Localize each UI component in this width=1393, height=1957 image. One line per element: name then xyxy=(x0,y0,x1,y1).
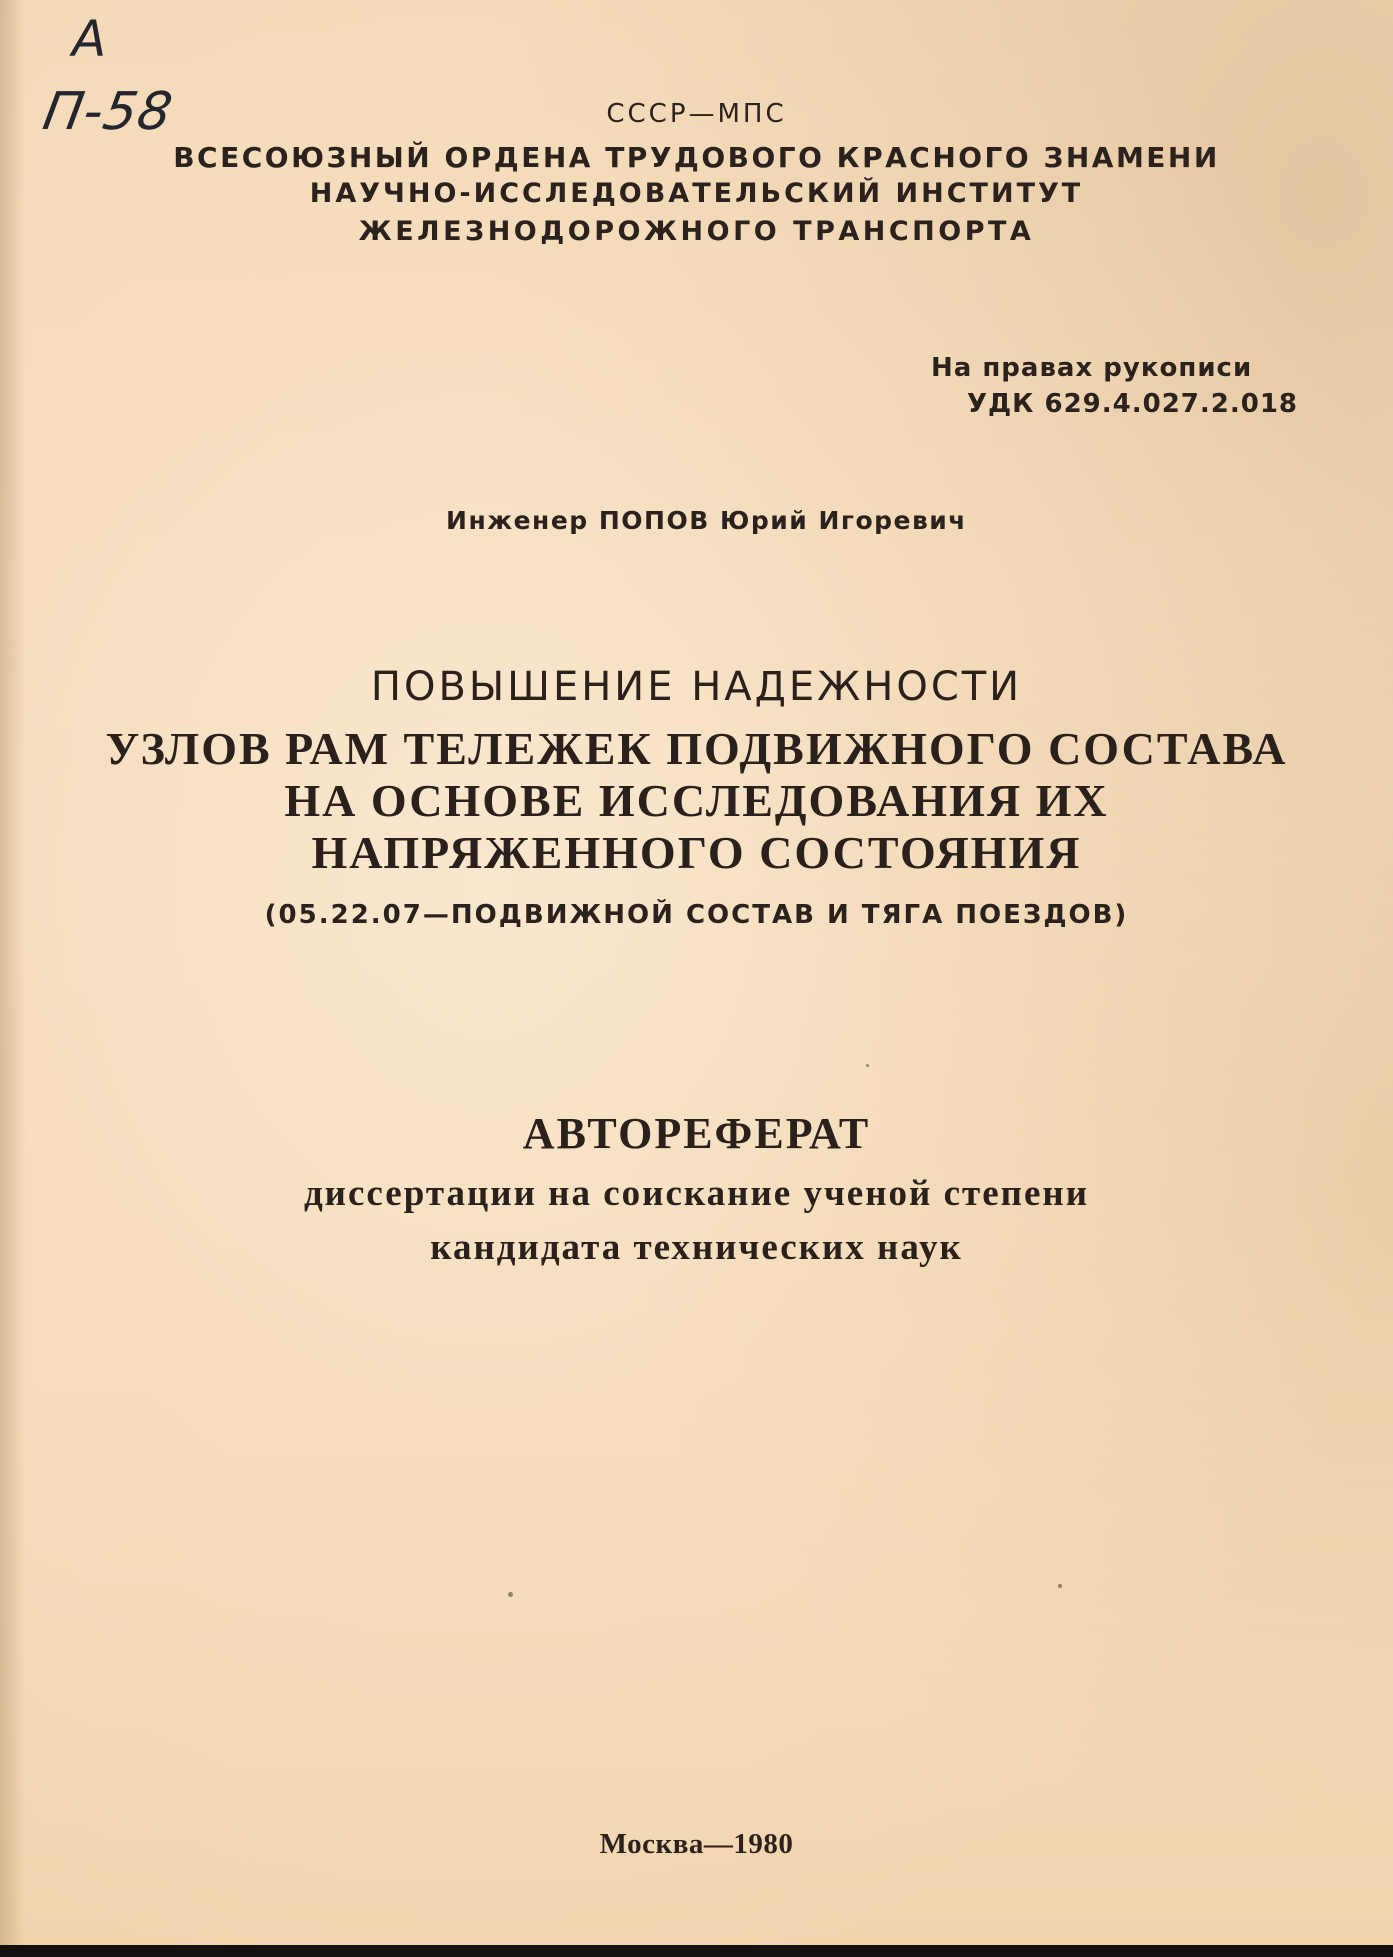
abstract-heading: АВТОРЕФЕРАТ xyxy=(522,1109,871,1158)
handwritten-letter: А xyxy=(72,10,108,68)
title-line-3: НА ОСНОВЕ ИССЛЕДОВАНИЯ ИХ xyxy=(284,775,1109,826)
title-line-4: НАПРЯЖЕННОГО СОСТОЯНИЯ xyxy=(311,827,1082,878)
scan-bottom-edge xyxy=(0,1945,1393,1957)
paper-speck xyxy=(1058,1584,1062,1588)
abstract-description-line-2: кандидата технических наук xyxy=(430,1227,963,1268)
header-institute-line-3: ЖЕЛЕЗНОДОРОЖНОГО ТРАНСПОРТА xyxy=(358,216,1035,247)
header-ministry: СССР—МПС xyxy=(606,99,787,129)
paper-speck xyxy=(866,1064,869,1067)
author: Инженер ПОПОВ Юрий Игоревич xyxy=(446,506,967,535)
handwritten-shelf-code: П-58 xyxy=(38,82,178,142)
udk-code: УДК 629.4.027.2.018 xyxy=(966,389,1298,419)
rights-block xyxy=(931,350,1298,422)
header-institute-line-2: НАУЧНО-ИССЛЕДОВАТЕЛЬСКИЙ ИНСТИТУТ xyxy=(309,178,1084,209)
header-institute-line-1: ВСЕСОЮЗНЫЙ ОРДЕНА ТРУДОВОГО КРАСНОГО ЗНАМЕНИ xyxy=(173,141,1220,174)
manuscript-notice: На правах рукописи xyxy=(930,353,1253,383)
paper-speck xyxy=(508,1592,513,1597)
specialty-code: (05.22.07—ПОДВИЖНОЙ СОСТАВ И ТЯГА ПОЕЗДОВ) xyxy=(264,900,1129,930)
place-and-year: Москва—1980 xyxy=(599,1828,794,1860)
abstract-description-line-1: диссертации на соискание ученой степени xyxy=(303,1173,1090,1214)
title-line-2: УЗЛОВ РАМ ТЕЛЕЖЕК ПОДВИЖНОГО СОСТАВА xyxy=(105,723,1288,774)
title-line-1: ПОВЫШЕНИЕ НАДЕЖНОСТИ xyxy=(370,664,1023,710)
